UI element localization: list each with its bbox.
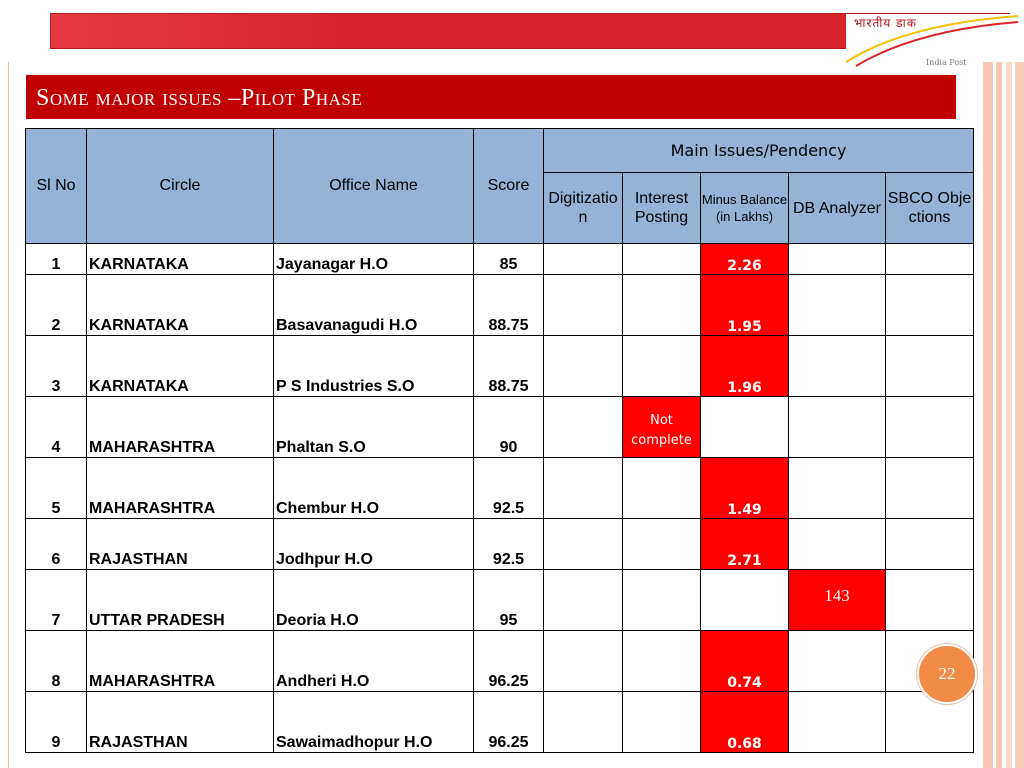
cell-circle: KARNATAKA xyxy=(87,244,274,275)
header-office-name: Office Name xyxy=(274,129,474,244)
cell-db-analyzer xyxy=(789,458,886,519)
table-row xyxy=(26,336,974,397)
cell-sl-no: 3 xyxy=(26,336,87,397)
cell-digitization xyxy=(544,275,623,336)
cell-digitization xyxy=(544,397,623,458)
cell-sl-no: 2 xyxy=(26,275,87,336)
table-row xyxy=(26,631,974,692)
table-row xyxy=(26,397,974,458)
logo-sub-text: India Post xyxy=(926,58,967,67)
decor-stripe xyxy=(996,62,1002,768)
cell-minus-balance: 1.95 xyxy=(701,275,789,336)
cell-office: Phaltan S.O xyxy=(274,397,474,458)
title-bar xyxy=(26,75,956,119)
cell-office: Sawaimadhopur H.O xyxy=(274,692,474,753)
cell-sl-no: 4 xyxy=(26,397,87,458)
cell-sl-no: 6 xyxy=(26,519,87,570)
cell-sbco-objections xyxy=(886,458,974,519)
cell-minus-balance: 0.74 xyxy=(701,631,789,692)
cell-score: 96.25 xyxy=(474,631,544,692)
cell-circle: KARNATAKA xyxy=(87,336,274,397)
header-minus-balance: Minus Balance (in Lakhs) xyxy=(701,173,789,244)
cell-interest-posting xyxy=(623,275,701,336)
cell-circle: RAJASTHAN xyxy=(87,692,274,753)
logo-hindi-text: भारतीय डाक xyxy=(854,16,917,30)
cell-interest-posting xyxy=(623,458,701,519)
table-row xyxy=(26,275,974,336)
cell-sbco-objections xyxy=(886,336,974,397)
cell-db-analyzer xyxy=(789,519,886,570)
page-number-badge: 22 xyxy=(917,644,977,704)
cell-db-analyzer xyxy=(789,397,886,458)
cell-minus-balance: 1.49 xyxy=(701,458,789,519)
cell-sl-no: 1 xyxy=(26,244,87,275)
cell-digitization xyxy=(544,336,623,397)
cell-office: Jayanagar H.O xyxy=(274,244,474,275)
header-circle: Circle xyxy=(87,129,274,244)
cell-sl-no: 9 xyxy=(26,692,87,753)
decor-stripe xyxy=(1006,62,1012,768)
header-digitization: Digitization xyxy=(544,173,623,244)
cell-circle: MAHARASHTRA xyxy=(87,458,274,519)
cell-sl-no: 5 xyxy=(26,458,87,519)
cell-minus-balance: 2.71 xyxy=(701,519,789,570)
banner-gradient xyxy=(51,14,351,48)
cell-sbco-objections xyxy=(886,519,974,570)
cell-office: P S Industries S.O xyxy=(274,336,474,397)
cell-interest-posting: Not complete xyxy=(623,397,701,458)
cell-digitization xyxy=(544,692,623,753)
cell-digitization xyxy=(544,458,623,519)
header-interest-posting: Interest Posting xyxy=(623,173,701,244)
slide-title: Some major issues –Pilot Phase xyxy=(36,85,363,111)
cell-sbco-objections xyxy=(886,244,974,275)
cell-score: 95 xyxy=(474,570,544,631)
table-row xyxy=(26,570,974,631)
cell-score: 92.5 xyxy=(474,458,544,519)
table-row xyxy=(26,519,974,570)
header-score: Score xyxy=(474,129,544,244)
cell-db-analyzer xyxy=(789,244,886,275)
cell-interest-posting xyxy=(623,692,701,753)
cell-office: Basavanagudi H.O xyxy=(274,275,474,336)
table-row xyxy=(26,244,974,275)
cell-score: 90 xyxy=(474,397,544,458)
cell-score: 85 xyxy=(474,244,544,275)
cell-minus-balance: 1.96 xyxy=(701,336,789,397)
cell-digitization xyxy=(544,519,623,570)
cell-interest-posting xyxy=(623,519,701,570)
cell-digitization xyxy=(544,631,623,692)
cell-circle: UTTAR PRADESH xyxy=(87,570,274,631)
cell-office: Chembur H.O xyxy=(274,458,474,519)
cell-sl-no: 7 xyxy=(26,570,87,631)
cell-db-analyzer: 143 xyxy=(789,570,886,631)
cell-sbco-objections xyxy=(886,275,974,336)
cell-db-analyzer xyxy=(789,275,886,336)
cell-office: Deoria H.O xyxy=(274,570,474,631)
header-sl-no: Sl No xyxy=(26,129,87,244)
cell-circle: MAHARASHTRA xyxy=(87,631,274,692)
cell-office: Jodhpur H.O xyxy=(274,519,474,570)
issues-table xyxy=(25,128,974,753)
cell-minus-balance xyxy=(701,397,789,458)
cell-circle: KARNATAKA xyxy=(87,275,274,336)
cell-sbco-objections xyxy=(886,570,974,631)
top-banner xyxy=(50,13,1010,67)
cell-minus-balance xyxy=(701,570,789,631)
table-row xyxy=(26,692,974,753)
cell-db-analyzer xyxy=(789,336,886,397)
decor-stripe xyxy=(1015,62,1024,768)
cell-digitization xyxy=(544,570,623,631)
cell-score: 92.5 xyxy=(474,519,544,570)
cell-minus-balance: 2.26 xyxy=(701,244,789,275)
header-main-issues: Main Issues/Pendency xyxy=(544,129,974,173)
cell-circle: RAJASTHAN xyxy=(87,519,274,570)
header-sbco-objections: SBCO Objections xyxy=(886,173,974,244)
cell-score: 96.25 xyxy=(474,692,544,753)
cell-sl-no: 8 xyxy=(26,631,87,692)
cell-interest-posting xyxy=(623,570,701,631)
decor-stripe xyxy=(983,62,993,768)
table-row xyxy=(26,458,974,519)
cell-circle: MAHARASHTRA xyxy=(87,397,274,458)
cell-interest-posting xyxy=(623,631,701,692)
header-db-analyzer: DB Analyzer xyxy=(789,173,886,244)
cell-interest-posting xyxy=(623,336,701,397)
left-border-line xyxy=(8,62,9,768)
cell-db-analyzer xyxy=(789,631,886,692)
cell-digitization xyxy=(544,244,623,275)
cell-office: Andheri H.O xyxy=(274,631,474,692)
cell-score: 88.75 xyxy=(474,275,544,336)
cell-db-analyzer xyxy=(789,692,886,753)
cell-sbco-objections xyxy=(886,397,974,458)
cell-minus-balance: 0.68 xyxy=(701,692,789,753)
cell-interest-posting xyxy=(623,244,701,275)
cell-score: 88.75 xyxy=(474,336,544,397)
